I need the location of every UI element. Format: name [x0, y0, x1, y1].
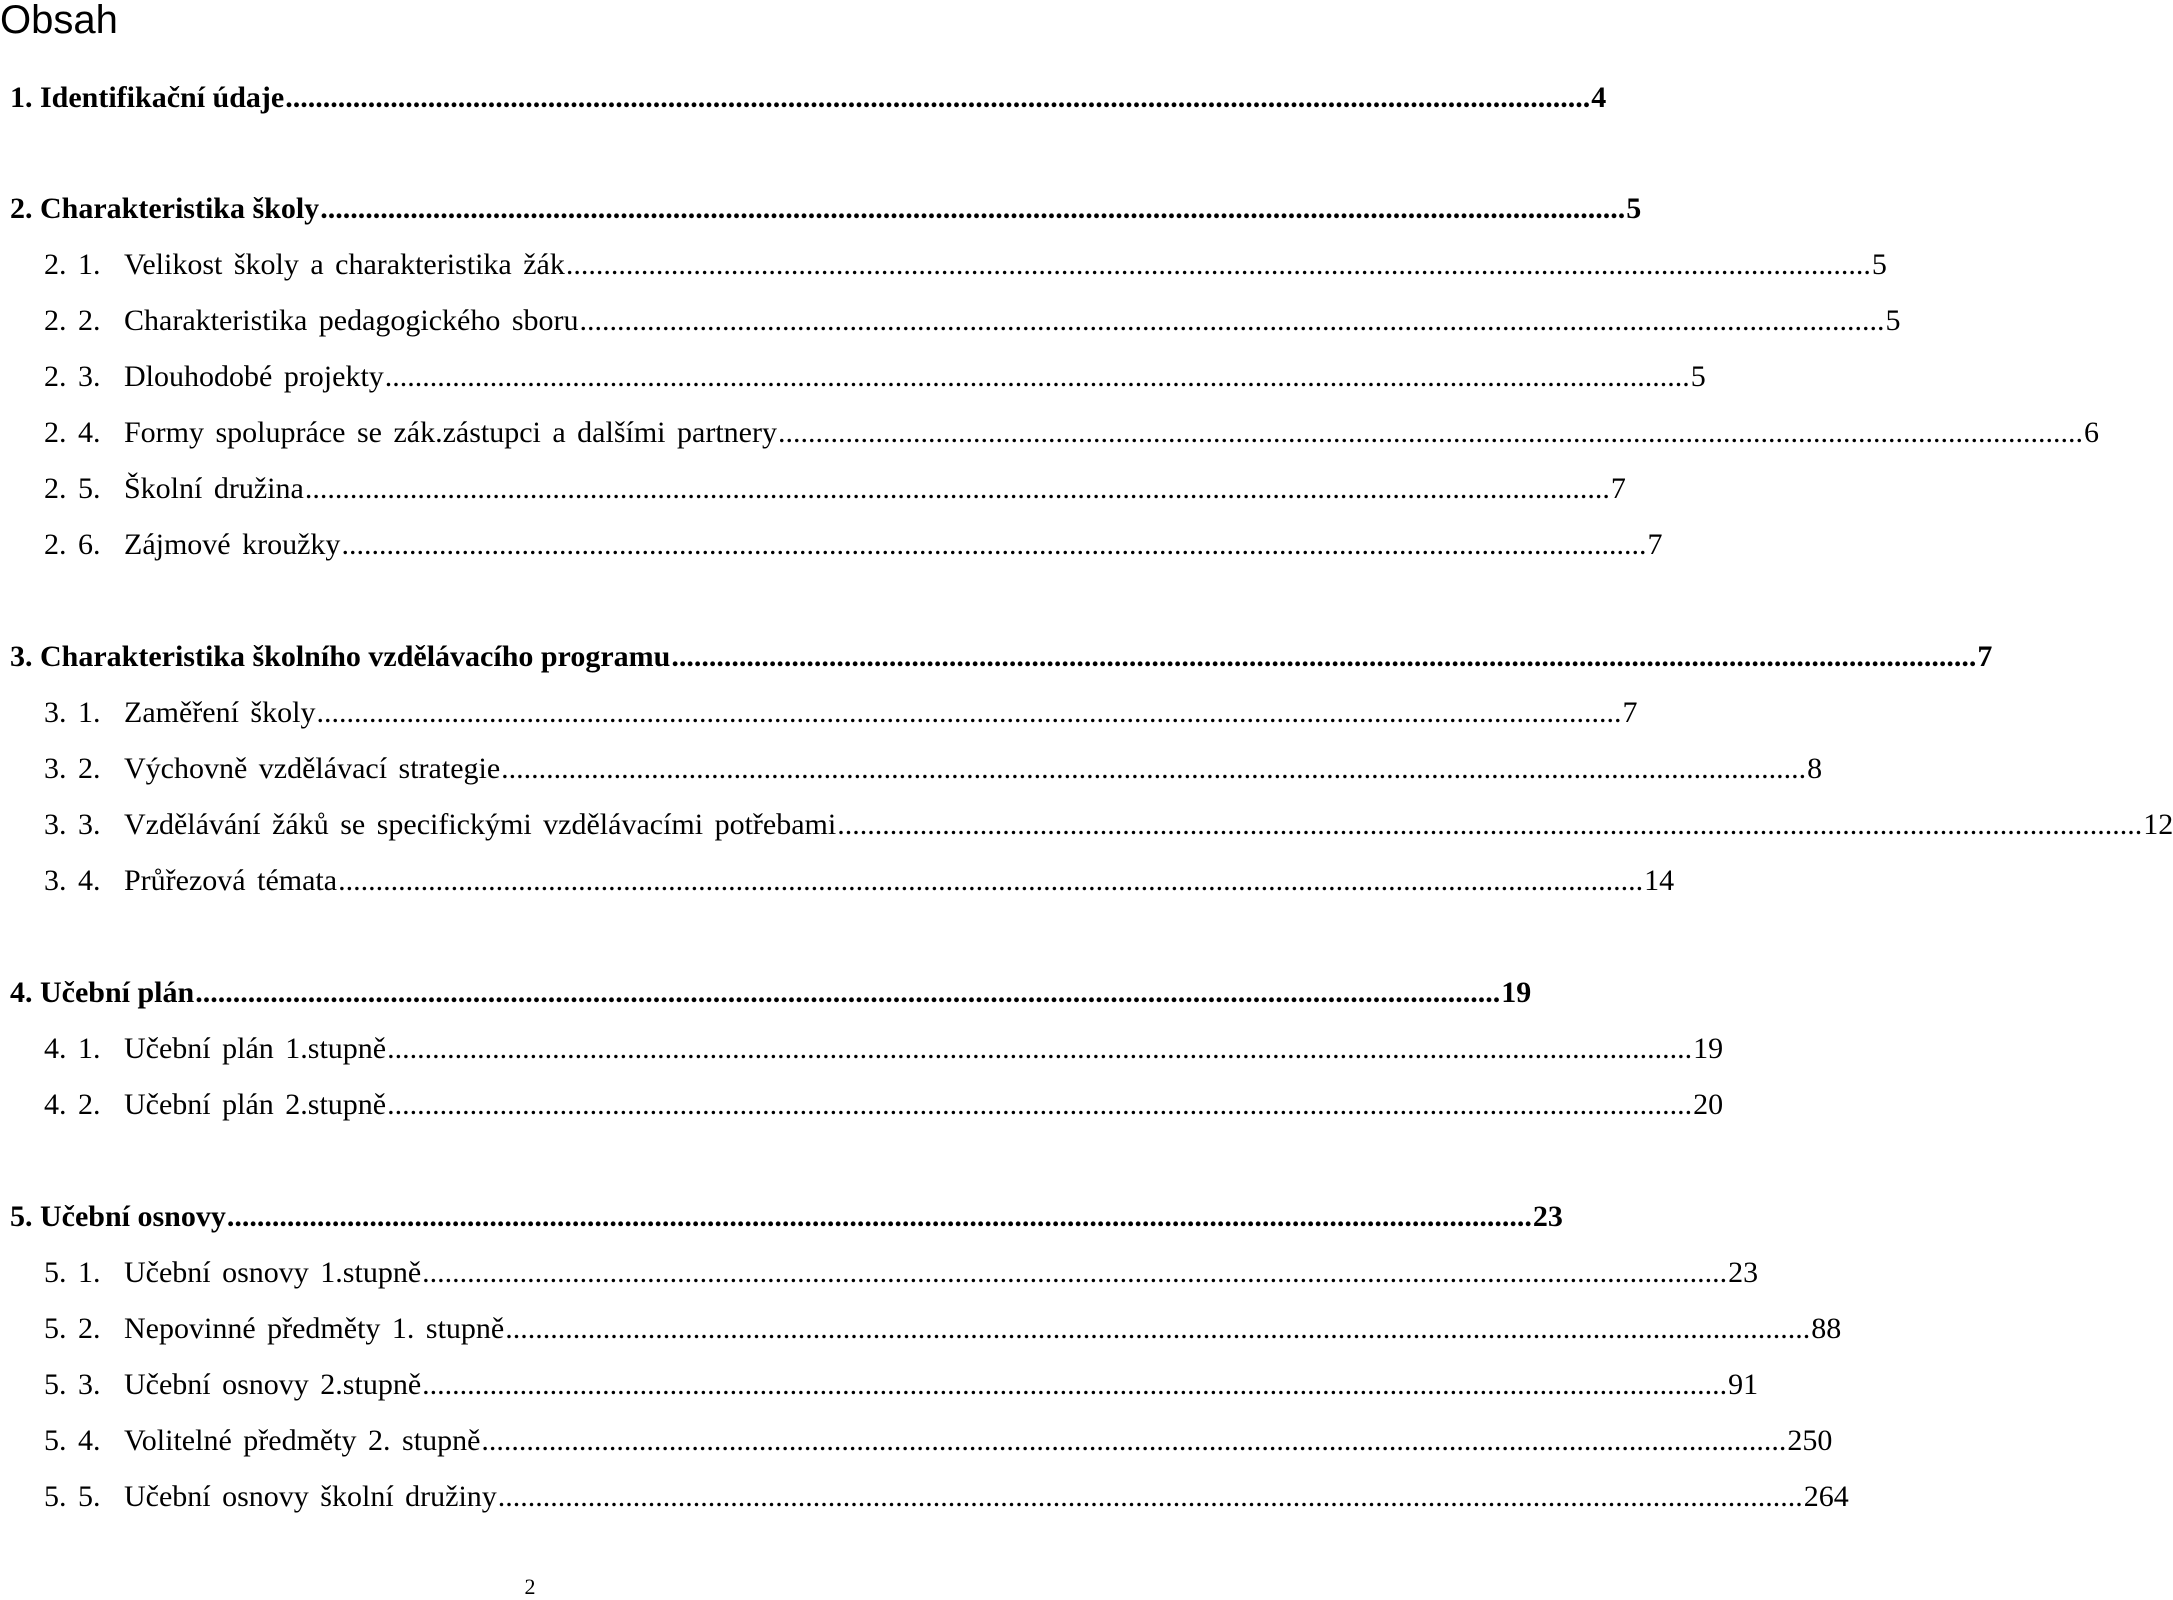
- toc-entry-page: 5: [1871, 248, 1887, 281]
- toc-entry-2-6[interactable]: [44, 528, 1663, 562]
- toc-entry-page: 12: [2143, 808, 2173, 841]
- toc-entry-title: Charakteristika školy: [40, 192, 320, 225]
- toc-entry-page: 7: [1622, 696, 1638, 729]
- toc-leader-dots: [304, 472, 1611, 506]
- toc-leader-dots: [284, 81, 1591, 115]
- toc-entry-number: 3. 3.: [44, 808, 101, 841]
- toc-entry-number: 5. 3.: [44, 1368, 101, 1401]
- toc-entry-number: 5. 5.: [44, 1480, 101, 1513]
- toc-entry-title: Charakteristika školního vzdělávacího programu: [40, 640, 671, 673]
- toc-entry-3[interactable]: [10, 640, 1993, 674]
- toc-leader-dots: [500, 752, 1807, 786]
- toc-entry-3-1[interactable]: [44, 696, 1638, 730]
- toc-entry-page: 8: [1807, 752, 1823, 785]
- toc-entry-2-5[interactable]: [44, 472, 1626, 506]
- toc-entry-5-5[interactable]: [44, 1480, 1849, 1514]
- toc-entry-title: Nepovinné předměty 1. stupně: [124, 1312, 505, 1345]
- toc-entry-title: Identifikační údaje: [40, 81, 285, 114]
- toc-entry-page: 264: [1803, 1480, 1849, 1513]
- toc-entry-page: 250: [1787, 1424, 1833, 1457]
- toc-entry-number: 3. 1.: [44, 696, 101, 729]
- toc-entry-number: 2. 4.: [44, 416, 101, 449]
- toc-entry-title: Výchovně vzdělávací strategie: [124, 752, 501, 785]
- toc-entry-title: Zaměření školy: [124, 696, 316, 729]
- toc-entry-title: Charakteristika pedagogického sboru: [124, 304, 579, 337]
- toc-entry-2-4[interactable]: [44, 416, 2099, 450]
- toc-leader-dots: [497, 1480, 1804, 1514]
- toc-entry-page: 19: [1501, 976, 1532, 1009]
- toc-entry-2[interactable]: [10, 192, 1642, 226]
- toc-entry-number: 5.: [10, 1200, 33, 1233]
- toc-entry-page: 19: [1693, 1032, 1724, 1065]
- toc-entry-title: Učební plán 1.stupně: [124, 1032, 387, 1065]
- toc-entry-title: Volitelné předměty 2. stupně: [124, 1424, 481, 1457]
- toc-leader-dots: [579, 304, 1886, 338]
- toc-entry-3-4[interactable]: [44, 864, 1675, 898]
- toc-entry-5-1[interactable]: [44, 1256, 1759, 1290]
- toc-entry-page: 88: [1811, 1312, 1842, 1345]
- toc-leader-dots: [340, 528, 1647, 562]
- toc-entry-page: 5: [1885, 304, 1901, 337]
- toc-entry-number: 4. 1.: [44, 1032, 101, 1065]
- toc-entry-2-2[interactable]: [44, 304, 1901, 338]
- toc-leader-dots: [504, 1312, 1811, 1346]
- toc-entry-page: 7: [1647, 528, 1663, 561]
- toc-entry-number: 1.: [10, 81, 33, 114]
- toc-entry-number: 2. 2.: [44, 304, 101, 337]
- toc-leader-dots: [386, 1088, 1693, 1122]
- toc-entry-5[interactable]: [10, 1200, 1563, 1234]
- toc-leader-dots: [384, 360, 1691, 394]
- toc-entry-number: 2.: [10, 192, 33, 225]
- toc-entry-title: Učební osnovy 1.stupně: [124, 1256, 422, 1289]
- toc-entry-number: 4.: [10, 976, 33, 1009]
- toc-entry-title: Učební plán 2.stupně: [124, 1088, 387, 1121]
- toc-entry-2-3[interactable]: [44, 360, 1706, 394]
- toc-entry-title: Učební osnovy školní družiny: [124, 1480, 497, 1513]
- toc-entry-number: 2. 1.: [44, 248, 101, 281]
- toc-entry-5-2[interactable]: [44, 1312, 1842, 1346]
- toc-entry-number: 3.: [10, 640, 33, 673]
- toc-entry-number: 3. 2.: [44, 752, 101, 785]
- toc-entry-number: 2. 3.: [44, 360, 101, 393]
- toc-leader-dots: [421, 1368, 1728, 1402]
- toc-entry-page: 7: [1977, 640, 1993, 673]
- toc-leader-dots: [421, 1256, 1728, 1290]
- toc-entry-title: Průřezová témata: [124, 864, 338, 897]
- toc-entry-title: Velikost školy a charakteristika žák: [124, 248, 565, 281]
- toc-entry-page: 5: [1626, 192, 1642, 225]
- toc-entry-page: 5: [1690, 360, 1706, 393]
- toc-leader-dots: [319, 192, 1626, 226]
- toc-entry-number: 2. 5.: [44, 472, 101, 505]
- toc-entry-title: Učební plán: [40, 976, 195, 1009]
- toc-entry-title: Formy spolupráce se zák.zástupci a dalšími partnery: [124, 416, 777, 449]
- toc-entry-number: 5. 4.: [44, 1424, 101, 1457]
- toc-entry-title: Dlouhodobé projekty: [124, 360, 384, 393]
- toc-entry-4[interactable]: [10, 976, 1532, 1010]
- toc-entry-page: 14: [1644, 864, 1675, 897]
- toc-leader-dots: [670, 640, 1977, 674]
- toc-entry-title: Učební osnovy: [40, 1200, 226, 1233]
- toc-entry-page: 23: [1532, 1200, 1563, 1233]
- toc-leader-dots: [777, 416, 2084, 450]
- page-title: Obsah: [0, 0, 118, 42]
- toc-entry-page: 20: [1693, 1088, 1724, 1121]
- toc-leader-dots: [480, 1424, 1787, 1458]
- toc-entry-number: 3. 4.: [44, 864, 101, 897]
- toc-entry-2-1[interactable]: [44, 248, 1887, 282]
- toc-entry-3-3[interactable]: [44, 808, 2173, 842]
- toc-entry-5-4[interactable]: [44, 1424, 1833, 1458]
- toc-leader-dots: [565, 248, 1872, 282]
- page-number: 2: [524, 1574, 536, 1599]
- toc-entry-5-3[interactable]: [44, 1368, 1759, 1402]
- toc-entry-1[interactable]: [10, 81, 1607, 115]
- toc-leader-dots: [194, 976, 1501, 1010]
- toc-entry-4-1[interactable]: [44, 1032, 1724, 1066]
- toc-entry-page: 6: [2083, 416, 2099, 449]
- toc-leader-dots: [386, 1032, 1693, 1066]
- toc-leader-dots: [226, 1200, 1533, 1234]
- toc-entry-page: 7: [1610, 472, 1626, 505]
- toc-entry-page: 91: [1728, 1368, 1759, 1401]
- toc-entry-title: Zájmové kroužky: [124, 528, 341, 561]
- toc-entry-number: 2. 6.: [44, 528, 101, 561]
- toc-entry-number: 5. 2.: [44, 1312, 101, 1345]
- toc-leader-dots: [337, 864, 1644, 898]
- toc-entry-title: Učební osnovy 2.stupně: [124, 1368, 422, 1401]
- toc-entry-title: Školní družina: [124, 472, 304, 505]
- toc-entry-page: 4: [1591, 81, 1607, 114]
- toc-entry-page: 23: [1728, 1256, 1759, 1289]
- toc-leader-dots: [836, 808, 2143, 842]
- toc-entry-number: 5. 1.: [44, 1256, 101, 1289]
- toc-leader-dots: [315, 696, 1622, 730]
- toc-entry-number: 4. 2.: [44, 1088, 101, 1121]
- toc-entry-3-2[interactable]: [44, 752, 1823, 786]
- toc-entry-4-2[interactable]: [44, 1088, 1724, 1122]
- toc-entry-title: Vzdělávání žáků se specifickými vzdělávacími potřebami: [124, 808, 837, 841]
